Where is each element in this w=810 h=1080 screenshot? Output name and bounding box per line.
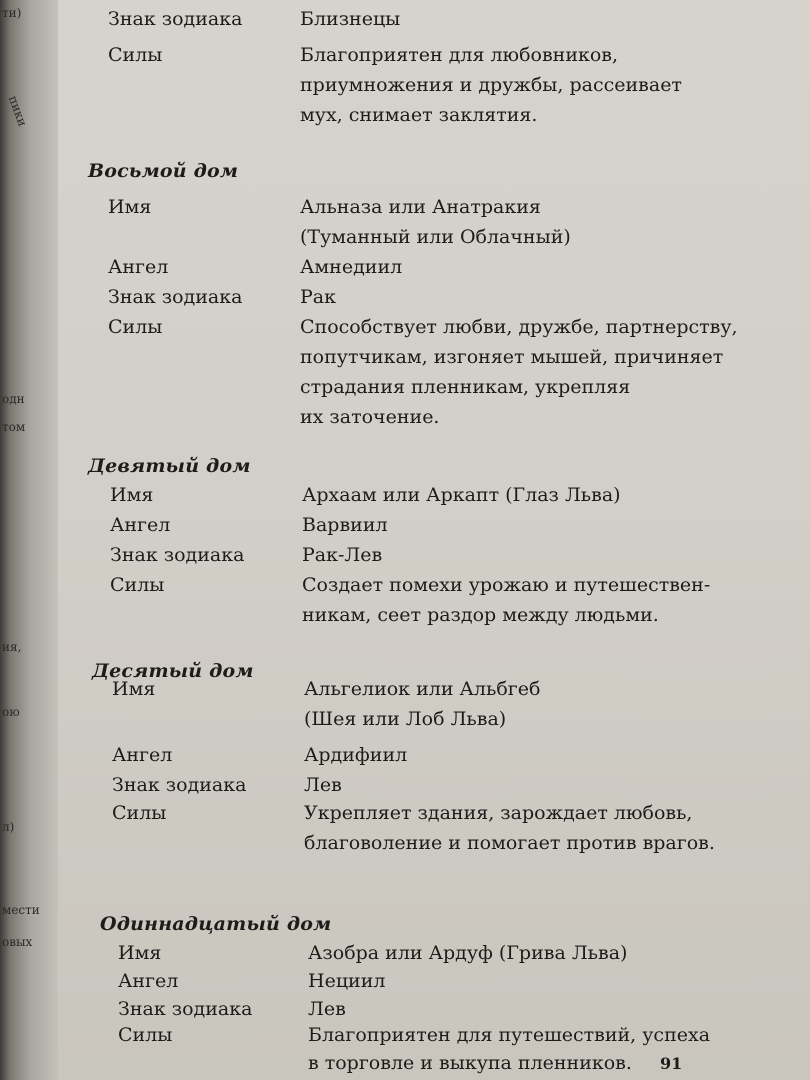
- field-value-line: Рак: [300, 286, 336, 308]
- field-value-line: (Туманный или Облачный): [300, 226, 571, 248]
- field-value-line: благоволение и помогает против врагов.: [304, 832, 715, 854]
- field-label: Ангел: [108, 256, 169, 278]
- field-value-line: Благоприятен для путешествий, успеха: [308, 1024, 711, 1046]
- facing-page-fragment: ти): [2, 6, 22, 20]
- field-value-line: Азобра или Ардуф (Грива Льва): [308, 942, 628, 964]
- field-label: Силы: [108, 44, 163, 66]
- field-label: Ангел: [118, 970, 179, 992]
- house-heading: Одиннадцатый дом: [100, 913, 332, 935]
- field-label: Знак зодиака: [108, 286, 243, 308]
- field-value-line: Благоприятен для любовников,: [300, 44, 619, 66]
- field-value-line: Близнецы: [300, 8, 401, 30]
- field-value-line: мух, снимает заклятия.: [300, 104, 538, 126]
- field-label: Силы: [118, 1024, 173, 1046]
- field-value-line: страдания пленникам, укрепляя: [300, 376, 631, 398]
- field-label: Ангел: [110, 514, 171, 536]
- field-value-line: попутчикам, изгоняет мышей, причиняет: [300, 346, 724, 368]
- field-label: Знак зодиака: [108, 8, 243, 30]
- field-label: Имя: [118, 942, 162, 964]
- facing-page-fragment: овых: [2, 935, 33, 949]
- field-label: Имя: [108, 196, 152, 218]
- facing-page-fragment: л): [2, 820, 15, 834]
- facing-page-fragment: ия,: [2, 640, 22, 654]
- book-spine-edge: [0, 0, 58, 1080]
- field-value-line: Архаам или Аркапт (Глаз Льва): [302, 484, 621, 506]
- field-label: Силы: [110, 574, 165, 596]
- field-value-line: (Шея или Лоб Льва): [304, 708, 507, 730]
- field-value-line: приумножения и дружбы, рассеивает: [300, 74, 682, 96]
- field-value-line: Альназа или Анатракия: [300, 196, 541, 218]
- field-value-line: Лев: [308, 998, 346, 1020]
- field-value-line: Нециил: [308, 970, 386, 992]
- field-value-line: в торговле и выкупа пленников.: [308, 1052, 632, 1074]
- facing-page-fragment: том: [2, 420, 26, 434]
- house-heading: Восьмой дом: [88, 160, 239, 182]
- field-label: Знак зодиака: [112, 774, 247, 796]
- field-value-line: Альгелиок или Альбгеб: [304, 678, 541, 700]
- field-value-line: Ардифиил: [304, 744, 408, 766]
- facing-page-fragment: мести: [2, 903, 40, 917]
- field-value-line: Варвиил: [302, 514, 388, 536]
- field-value-line: Рак-Лев: [302, 544, 383, 566]
- field-label: Знак зодиака: [118, 998, 253, 1020]
- field-value-line: Лев: [304, 774, 342, 796]
- field-label: Силы: [112, 802, 167, 824]
- field-value-line: никам, сеет раздор между людьми.: [302, 604, 659, 626]
- page-number: 91: [660, 1054, 683, 1073]
- facing-page-fragment: пики: [5, 93, 30, 129]
- field-value-line: Создает помехи урожаю и путешествен-: [302, 574, 711, 596]
- house-heading: Десятый дом: [92, 660, 254, 682]
- field-label: Имя: [112, 678, 156, 700]
- field-label: Имя: [110, 484, 154, 506]
- field-label: Знак зодиака: [110, 544, 245, 566]
- field-value-line: Способствует любви, дружбе, партнерству,: [300, 316, 738, 338]
- field-value-line: Амнедиил: [300, 256, 403, 278]
- field-label: Силы: [108, 316, 163, 338]
- facing-page-fragment: ою: [2, 705, 20, 719]
- field-value-line: их заточение.: [300, 406, 440, 428]
- house-heading: Девятый дом: [88, 455, 251, 477]
- field-value-line: Укрепляет здания, зарождает любовь,: [304, 802, 693, 824]
- facing-page-fragment: одн: [2, 392, 25, 406]
- field-label: Ангел: [112, 744, 173, 766]
